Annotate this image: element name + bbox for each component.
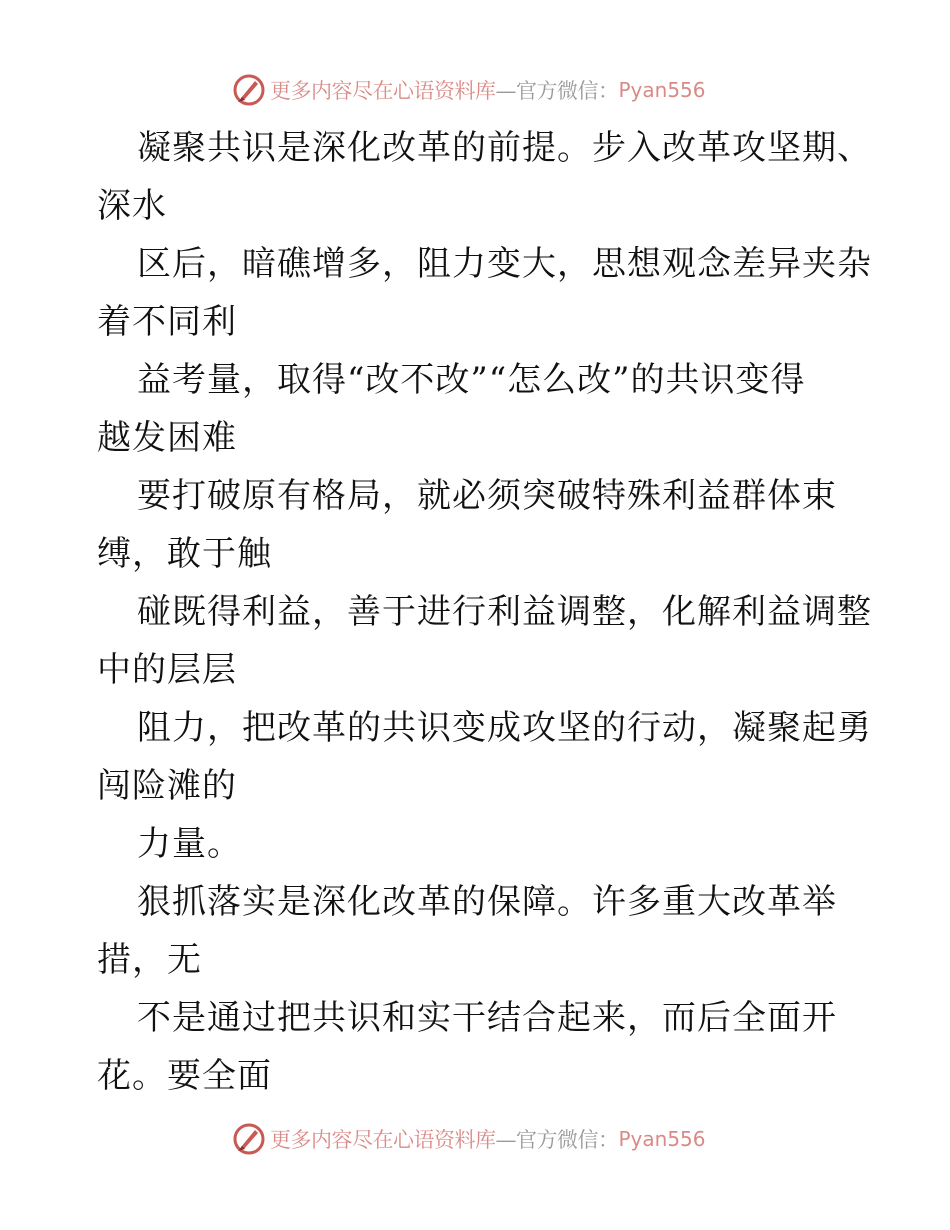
document-body <box>97 119 897 1105</box>
quill-logo-icon <box>232 73 266 107</box>
text-line: 碰既得利益，善于进行利益调整，化解利益调整 <box>137 592 872 632</box>
banner-separator: —官方微信： <box>495 79 619 103</box>
banner-title: 更多内容尽在心语资料库 <box>270 1128 496 1152</box>
text-line: 中的层层 <box>97 650 237 690</box>
text-line: 不是通过把共识和实干结合起来，而后全面开 <box>137 998 837 1038</box>
text-line: 狠抓落实是深化改革的保障。许多重大改革举 <box>137 882 837 922</box>
text-line: 措，无 <box>97 940 202 980</box>
text-line: 缚，敢于触 <box>97 534 272 574</box>
banner-separator: —官方微信： <box>495 1128 619 1152</box>
text-line: 要打破原有格局，就必须突破特殊利益群体束 <box>137 476 837 516</box>
banner-account: Pyan556 <box>618 78 706 102</box>
banner-title: 更多内容尽在心语资料库 <box>270 79 496 103</box>
quill-logo-icon <box>232 1122 266 1156</box>
header-banner <box>232 70 752 110</box>
banner-account: Pyan556 <box>618 1127 706 1151</box>
text-line: 着不同利 <box>97 302 237 342</box>
text-line: 力量。 <box>137 824 242 864</box>
text-line: 凝聚共识是深化改革的前提。步入改革攻坚期、 <box>137 128 872 168</box>
text-line: 益考量，取得“改不改”“怎么改”的共识变得 <box>137 360 806 400</box>
text-line: 越发困难 <box>97 418 237 458</box>
text-line: 区后，暗礁增多，阻力变大，思想观念差异夹杂 <box>137 244 872 284</box>
footer-banner <box>232 1119 752 1159</box>
text-line: 闯险滩的 <box>97 766 237 806</box>
text-line: 阻力，把改革的共识变成攻坚的行动，凝聚起勇 <box>137 708 872 748</box>
text-line: 深水 <box>97 186 167 226</box>
text-line: 花。要全面 <box>97 1056 272 1096</box>
